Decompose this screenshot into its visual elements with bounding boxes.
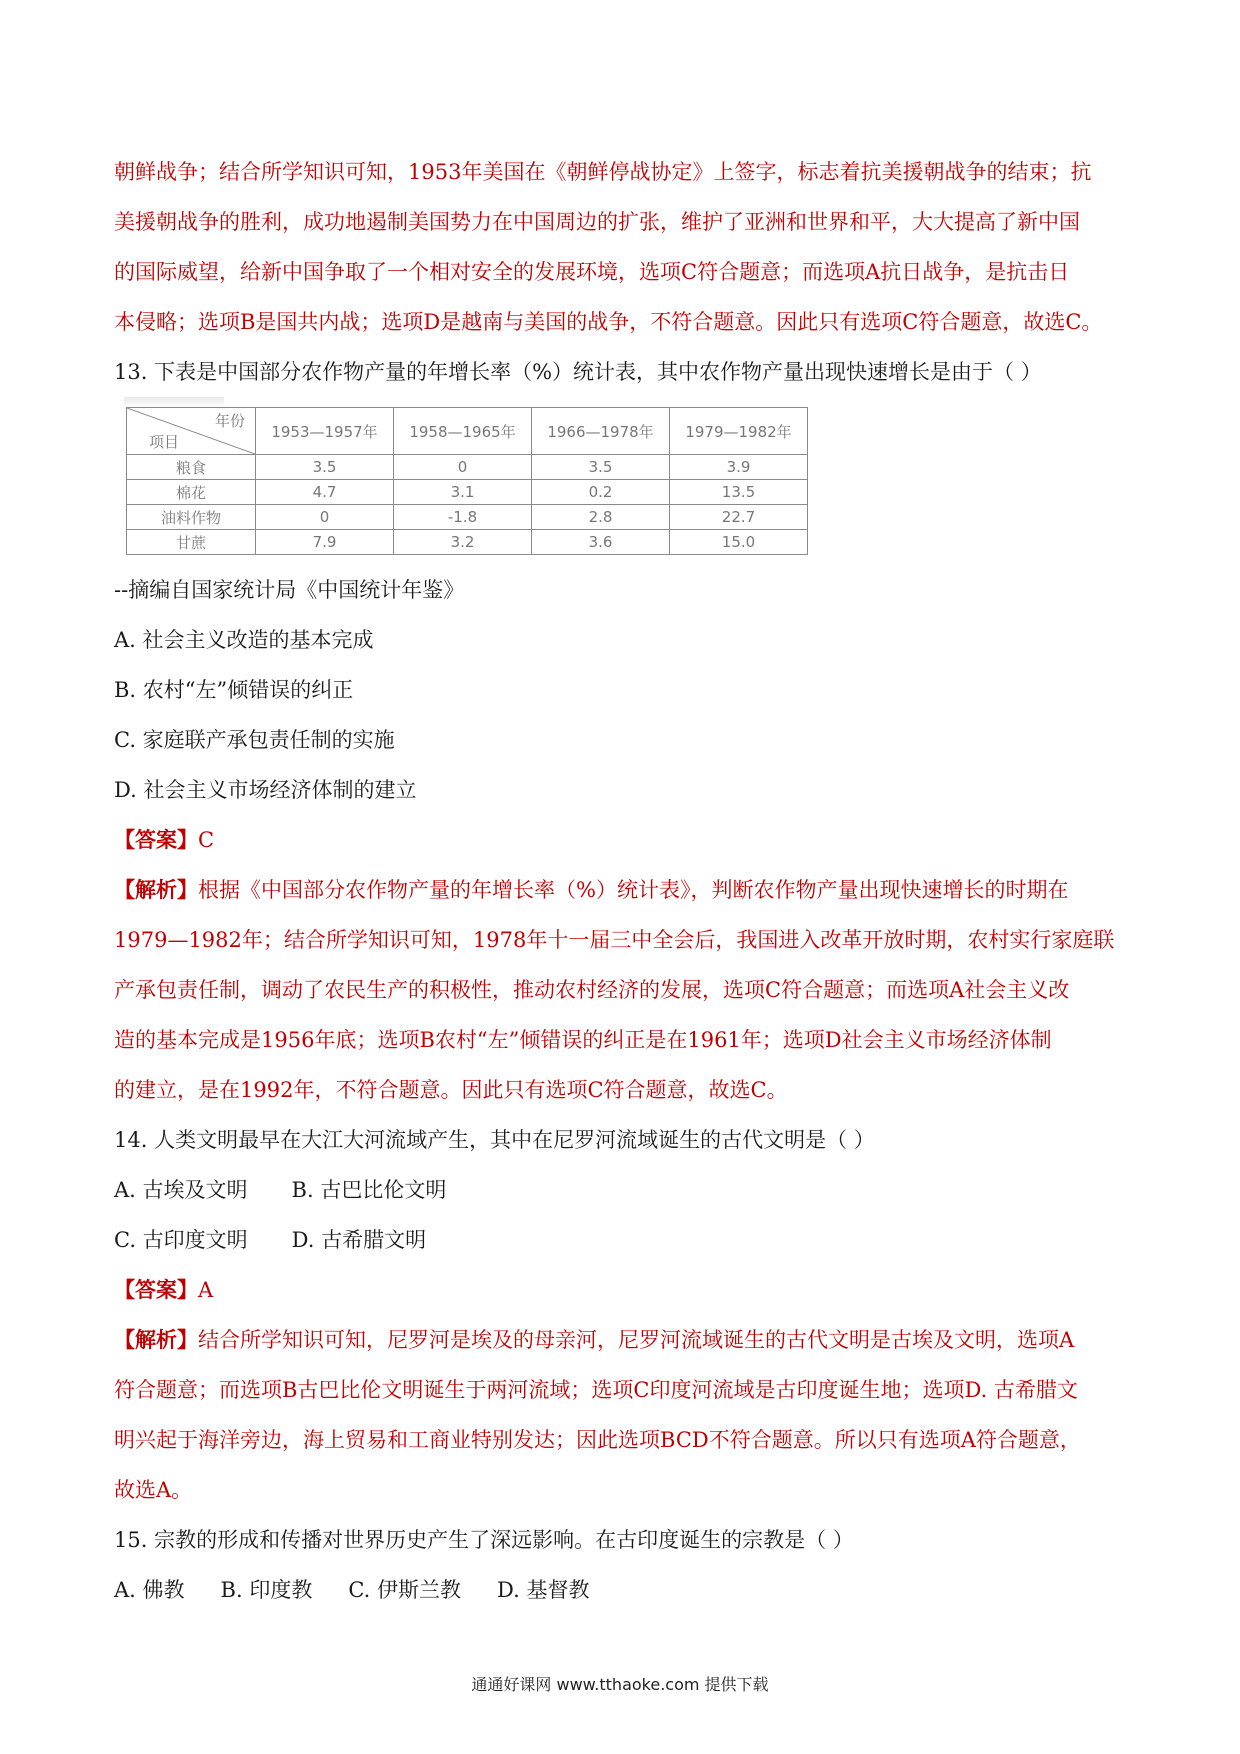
table-cell: 15.0 — [670, 530, 808, 555]
q15-stem: 15. 宗教的形成和传播对世界历史产生了深远影响。在古印度诞生的宗教是（ ） — [114, 1528, 854, 1552]
table-cell: -1.8 — [394, 505, 532, 530]
q14-stem: 14. 人类文明最早在大江大河流域产生，其中在尼罗河流域诞生的古代文明是（ ） — [114, 1128, 875, 1152]
table-row — [127, 505, 808, 530]
q15-option-c: C. 伊斯兰教 — [348, 1578, 461, 1602]
q15-options-row — [114, 1576, 589, 1604]
table-cell: 13.5 — [670, 480, 808, 505]
q14-options-row-1 — [114, 1176, 446, 1204]
q14-option-c: C. 古印度文明 — [114, 1228, 248, 1252]
prev-analysis-line: 本侵略；选项B是国共内战；选项D是越南与美国的战争，不符合题意。因此只有选项C符合题意，故选C。 — [114, 310, 1103, 334]
q13-stem: 13. 下表是中国部分农作物产量的年增长率（%）统计表，其中农作物产量出现快速增长是由于（ ） — [114, 360, 1042, 384]
q14-analysis-line — [114, 1326, 1074, 1354]
q14-analysis-line: 明兴起于海洋旁边，海上贸易和工商业特别发达；因此选项BCD不符合题意。所以只有选项A符合题意， — [114, 1428, 1081, 1452]
q14-analysis-line: 故选A。 — [114, 1478, 193, 1502]
q13-analysis-line: 1979—1982年；结合所学知识可知，1978年十一届三中全会后，我国进入改革开放时期，农村实行家庭联 — [114, 928, 1115, 952]
table-cell: 3.2 — [394, 530, 532, 555]
q15-option-b: B. 印度教 — [220, 1578, 313, 1602]
q14-option-a: A. 古埃及文明 — [114, 1178, 248, 1202]
corner-label-year: 年份 — [214, 412, 245, 430]
analysis-tag: 【解析】 — [114, 877, 198, 902]
column-header: 1966—1978年 — [532, 408, 670, 455]
q13-option-c: C. 家庭联产承包责任制的实施 — [114, 728, 395, 752]
page-footer: 通通好课网 www.tthaoke.com 提供下载 — [471, 1675, 769, 1694]
q13-option-d: D. 社会主义市场经济体制的建立 — [114, 778, 417, 802]
q14-option-d: D. 古希腊文明 — [291, 1228, 427, 1252]
table-row — [127, 480, 808, 505]
q13-answer — [114, 826, 214, 854]
table-cell: 3.5 — [532, 455, 670, 480]
q13-analysis-line — [114, 876, 1068, 904]
table-cell: 0 — [256, 505, 394, 530]
row-label: 棉花 — [127, 480, 256, 505]
table-cell: 3.9 — [670, 455, 808, 480]
table-cell: 22.7 — [670, 505, 808, 530]
table-row — [127, 530, 808, 555]
answer-tag: 【答案】 — [114, 1277, 198, 1302]
q14-answer — [114, 1276, 213, 1304]
q13-source: --摘编自国家统计局《中国统计年鉴》 — [114, 578, 465, 602]
q14-options-row-2 — [114, 1226, 426, 1254]
q13-analysis-line: 的建立，是在1992年，不符合题意。因此只有选项C符合题意，故选C。 — [114, 1078, 788, 1102]
q13-option-a: A. 社会主义改造的基本完成 — [114, 628, 374, 652]
q15-option-d: D. 基督教 — [497, 1578, 590, 1602]
q14-option-b: B. 古巴比伦文明 — [291, 1178, 447, 1202]
analysis-tag: 【解析】 — [114, 1327, 198, 1352]
q13-option-b: B. 农村“左”倾错误的纠正 — [114, 678, 354, 702]
table-row — [127, 455, 808, 480]
column-header: 1958—1965年 — [394, 408, 532, 455]
q15-option-a: A. 佛教 — [114, 1578, 185, 1602]
q14-analysis-line: 符合题意；而选项B古巴比伦文明诞生于两河流域；选项C印度河流域是古印度诞生地；选项D. 古希腊文 — [114, 1378, 1078, 1402]
answer-tag: 【答案】 — [114, 827, 198, 852]
table-cell: 3.1 — [394, 480, 532, 505]
table-cell: 4.7 — [256, 480, 394, 505]
answer-value: C — [198, 828, 215, 852]
row-label: 粮食 — [127, 455, 256, 480]
answer-value: A — [198, 1278, 214, 1302]
prev-analysis-line: 的国际威望，给新中国争取了一个相对安全的发展环境，选项C符合题意；而选项A抗日战争，是抗击日 — [114, 260, 1070, 284]
table-cell: 3.6 — [532, 530, 670, 555]
table-corner-cell — [127, 408, 256, 455]
column-header: 1953—1957年 — [256, 408, 394, 455]
table-header-row — [127, 408, 808, 455]
analysis-text: 根据《中国部分农作物产量的年增长率（%）统计表》，判断农作物产量出现快速增长的时期在 — [198, 878, 1069, 902]
table-cell: 2.8 — [532, 505, 670, 530]
q13-analysis-line: 产承包责任制，调动了农民生产的积极性，推动农村经济的发展，选项C符合题意；而选项A社会主义改 — [114, 978, 1070, 1002]
row-label: 甘蔗 — [127, 530, 256, 555]
corner-label-item: 项目 — [149, 433, 180, 451]
table-cell: 0 — [394, 455, 532, 480]
q13-analysis-line: 造的基本完成是1956年底；选项B农村“左”倾错误的纠正是在1961年；选项D社会主义市场经济体制 — [114, 1028, 1052, 1052]
table-cell: 3.5 — [256, 455, 394, 480]
prev-analysis-line: 朝鲜战争；结合所学知识可知，1953年美国在《朝鲜停战协定》上签字，标志着抗美援朝战争的结束；抗 — [114, 160, 1092, 184]
table-cell: 0.2 — [532, 480, 670, 505]
prev-analysis-line: 美援朝战争的胜利，成功地遏制美国势力在中国周边的扩张，维护了亚洲和世界和平，大大提高了新中国 — [114, 210, 1080, 234]
analysis-text: 结合所学知识可知，尼罗河是埃及的母亲河，尼罗河流域诞生的古代文明是古埃及文明，选项A — [198, 1328, 1075, 1352]
crop-growth-table — [126, 407, 808, 555]
column-header: 1979—1982年 — [670, 408, 808, 455]
table-cell: 7.9 — [256, 530, 394, 555]
row-label: 油料作物 — [127, 505, 256, 530]
